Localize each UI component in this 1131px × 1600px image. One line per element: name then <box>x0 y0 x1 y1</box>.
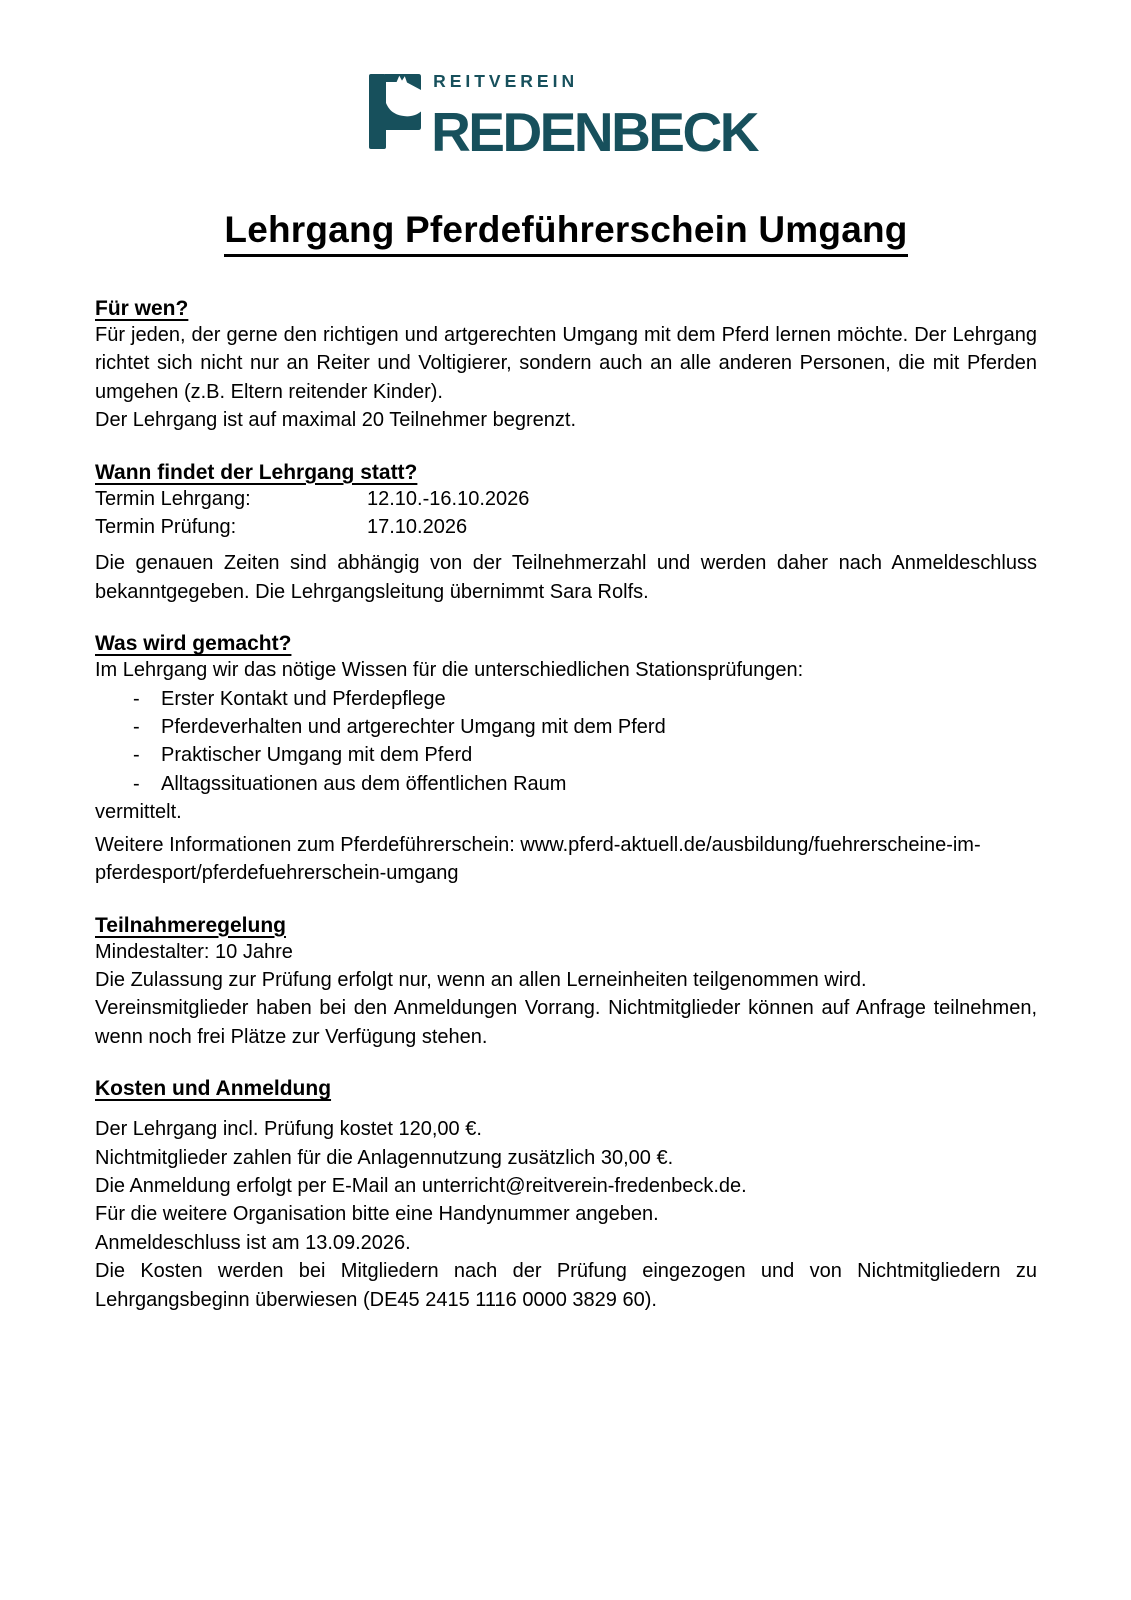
schedule-value: 17.10.2026 <box>367 516 468 539</box>
section-heading: Kosten und Anmeldung <box>95 1077 332 1101</box>
horse-head-f-icon <box>369 74 421 149</box>
logo-text <box>431 71 757 163</box>
body-paragraph: Im Lehrgang wir das nötige Wissen für die unterschiedlichen Stationsprüfungen: <box>95 659 804 682</box>
payment-iban-paragraph: Die Kosten werden bei Mitgliedern nach der Prüfung eingezogen und von Nichtmitgliedern zu Lehrgangsbeginn überwiesen (DE45 2415 1116 0000 3829 60). <box>95 1260 1037 1311</box>
registration-email-paragraph: Die Anmeldung erfolgt per E-Mail an unterricht@reitverein-fredenbeck.de. <box>95 1174 747 1197</box>
body-paragraph: Der Lehrgang incl. Prüfung kostet 120,00 €. <box>95 1118 482 1141</box>
logo-club-type: REITVEREIN <box>433 71 579 91</box>
section-heading: Teilnahmeregelung <box>95 913 286 937</box>
schedule-label: Termin Lehrgang: <box>95 487 251 510</box>
body-paragraph: Vereinsmitglieder haben bei den Anmeldungen Vorrang. Nichtmitglieder können auf Anfrage teilnehmen, wenn noch frei Plätze zur Verfügung stehen. <box>95 997 1037 1048</box>
section-target-audience <box>95 297 1037 435</box>
body-paragraph: Die genauen Zeiten sind abhängig von der Teilnehmerzahl und werden daher nach Anmeldeschluss bekanntgegeben. Die Lehrgangsleitung übernimmt Sara Rolfs. <box>95 552 1037 603</box>
info-url-paragraph: Weitere Informationen zum Pferdeführerschein: www.pferd-aktuell.de/ausbildung/fuehrerscheine-im-pferdesport/pferdefuehrerschein-umgang <box>95 833 981 885</box>
section-costs <box>95 1077 1037 1314</box>
section-content <box>95 632 1037 887</box>
deadline-paragraph: Anmeldeschluss ist am 13.09.2026. <box>95 1231 411 1254</box>
schedule-label: Termin Prüfung: <box>95 516 237 539</box>
title-block <box>95 209 1037 257</box>
section-participation <box>95 914 1037 1052</box>
list-item: - Erster Kontakt und Pferdepflege <box>133 685 1037 713</box>
body-paragraph: Für jeden, der gerne den richtigen und artgerechten Umgang mit dem Pferd lernen möchte. Der Lehrgang richtet sich nicht nur an Reiter und Voltigierer, sondern auch an alle anderen Personen, die mit Pferden umgehen (z.B. Eltern reitender Kinder). <box>95 324 1037 403</box>
logo-club-name: REDENBECK <box>431 101 757 163</box>
schedule-value: 12.10.-16.10.2026 <box>367 487 530 510</box>
list-item: - Pferdeverhalten und artgerechter Umgang mit dem Pferd <box>133 713 1037 741</box>
body-paragraph: Die Zulassung zur Prüfung erfolgt nur, wenn an allen Lerneinheiten teilgenommen wird. <box>95 968 867 991</box>
schedule-row <box>95 485 1037 513</box>
section-schedule <box>95 461 1037 607</box>
section-heading: Was wird gemacht? <box>95 632 292 656</box>
list-item: - Alltagssituationen aus dem öffentlichen Raum <box>133 770 1037 798</box>
body-paragraph: Nichtmitglieder zahlen für die Anlagennutzung zusätzlich 30,00 €. <box>95 1146 674 1169</box>
schedule-row <box>95 513 1037 541</box>
body-paragraph: Für die weitere Organisation bitte eine Handynummer angeben. <box>95 1203 659 1226</box>
body-paragraph: vermittelt. <box>95 801 182 824</box>
body-paragraph: Der Lehrgang ist auf maximal 20 Teilnehmer begrenzt. <box>95 409 576 432</box>
section-heading: Für wen? <box>95 297 189 320</box>
list-item: - Praktischer Umgang mit dem Pferd <box>133 741 1037 769</box>
section-heading: Wann findet der Lehrgang statt? <box>95 460 418 484</box>
logo <box>95 71 1031 163</box>
body-paragraph: Mindestalter: 10 Jahre <box>95 940 293 963</box>
topics-list <box>95 685 1037 799</box>
page-title: Lehrgang Pferdeführerschein Umgang <box>224 209 907 257</box>
